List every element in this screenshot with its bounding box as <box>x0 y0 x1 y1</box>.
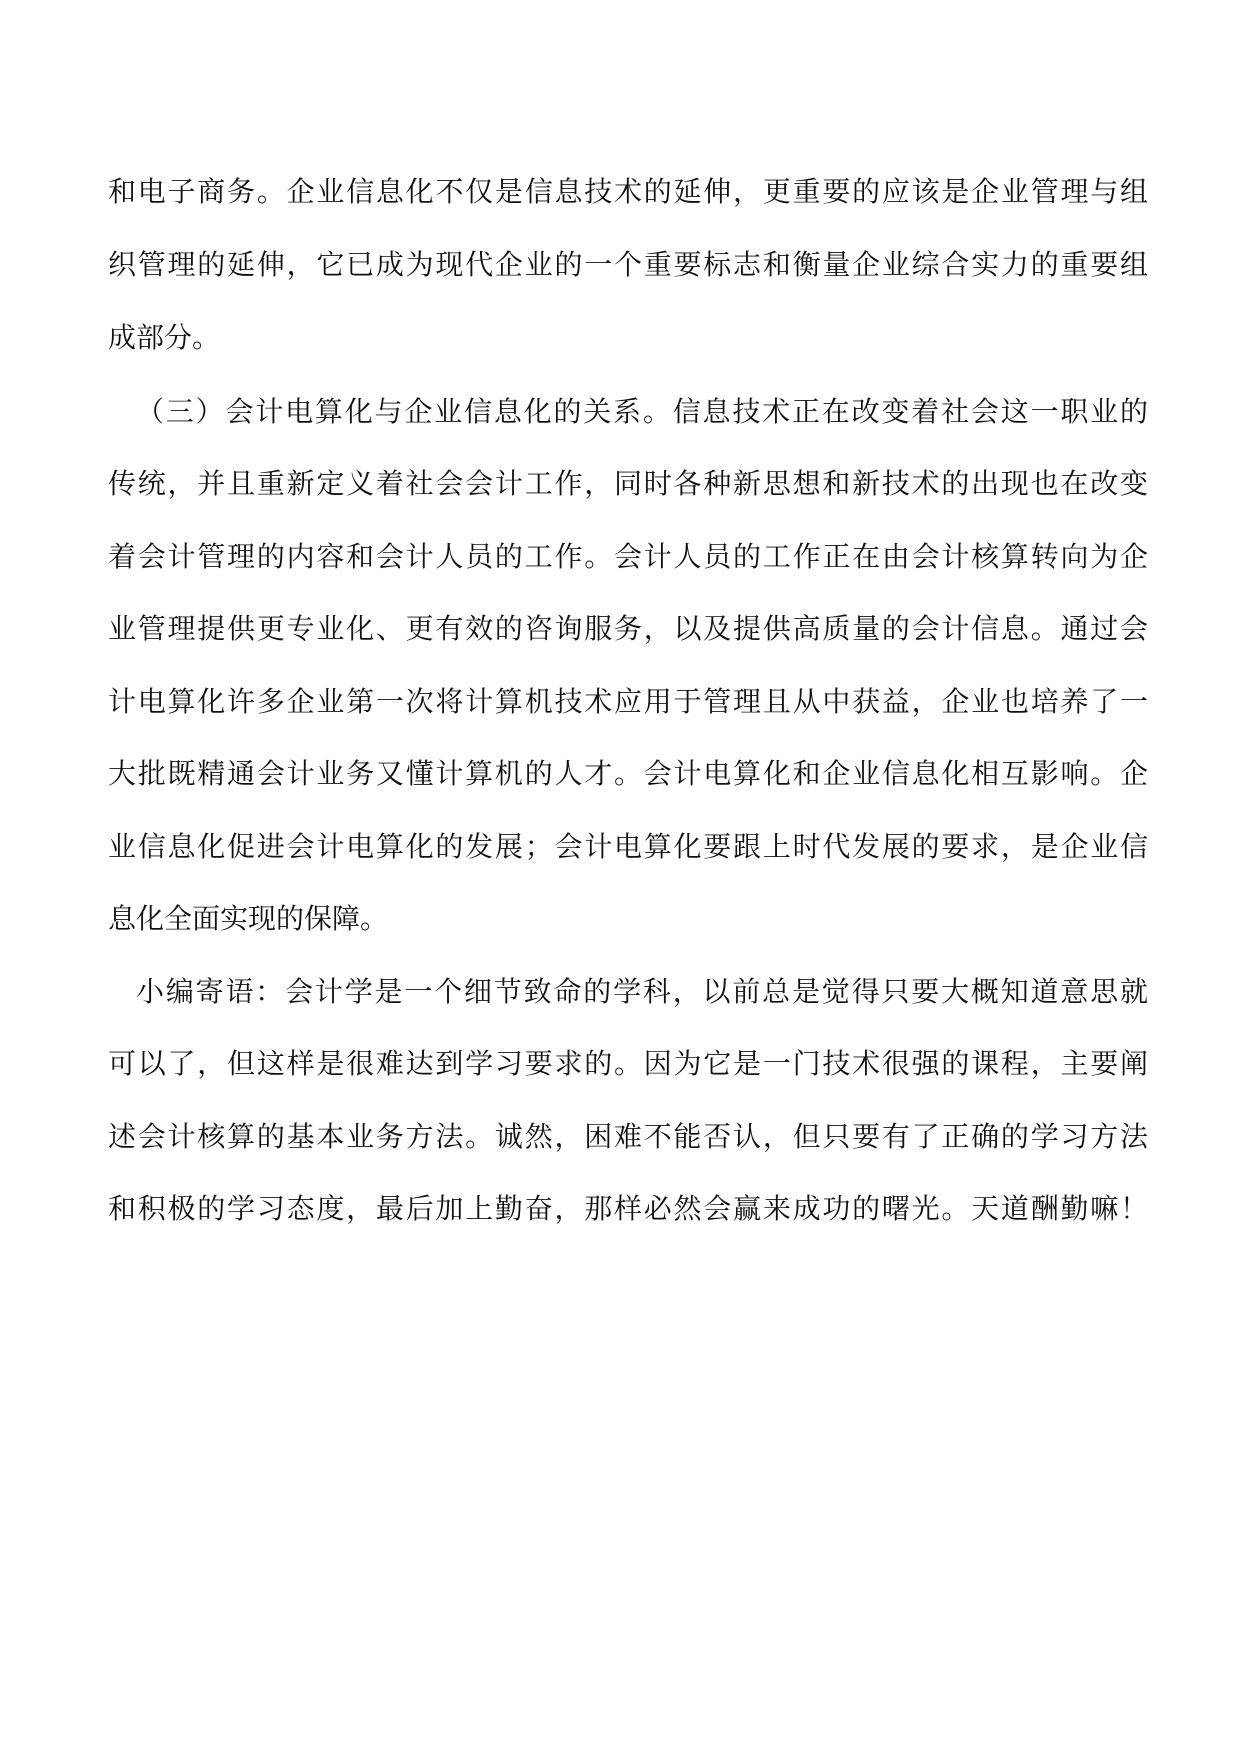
text-line: 业管理提供更专业化、更有效的咨询服务，以及提供高质量的会计信息。通过会 <box>108 612 1148 645</box>
text-line: 和积极的学习态度，最后加上勤奋，那样必然会赢来成功的曙光。天道酬勤嘛！ <box>108 1192 1148 1225</box>
text-line: 述会计核算的基本业务方法。诚然，困难不能否认，但只要有了正确的学习方法 <box>108 1120 1148 1153</box>
text-line: 和电子商务。企业信息化不仅是信息技术的延伸，更重要的应该是企业管理与组 <box>108 175 1148 208</box>
text-line: 成部分。 <box>108 321 221 354</box>
text-line: 传统，并且重新定义着社会会计工作，同时各种新思想和新技术的出现也在改变 <box>108 467 1148 500</box>
text-line: 着会计管理的内容和会计人员的工作。会计人员的工作正在由会计核算转向为企 <box>108 540 1148 573</box>
text-line: 大批既精通会计业务又懂计算机的人才。会计电算化和企业信息化相互影响。企 <box>108 757 1148 790</box>
text-line: 计电算化许多企业第一次将计算机技术应用于管理且从中获益，企业也培养了一 <box>108 685 1148 718</box>
editor-note-line: 小编寄语：会计学是一个细节致命的学科，以前总是觉得只要大概知道意思就 <box>136 975 1148 1008</box>
text-line: 业信息化促进会计电算化的发展；会计电算化要跟上时代发展的要求，是企业信 <box>108 830 1148 863</box>
text-line: 可以了，但这样是很难达到学习要求的。因为它是一门技术很强的课程，主要阐 <box>108 1047 1148 1080</box>
text-line: 息化全面实现的保障。 <box>108 902 389 935</box>
text-line: 织管理的延伸，它已成为现代企业的一个重要标志和衡量企业综合实力的重要组 <box>108 248 1148 281</box>
section-heading-line: （三）会计电算化与企业信息化的关系。信息技术正在改变着社会这一职业的 <box>136 395 1148 428</box>
